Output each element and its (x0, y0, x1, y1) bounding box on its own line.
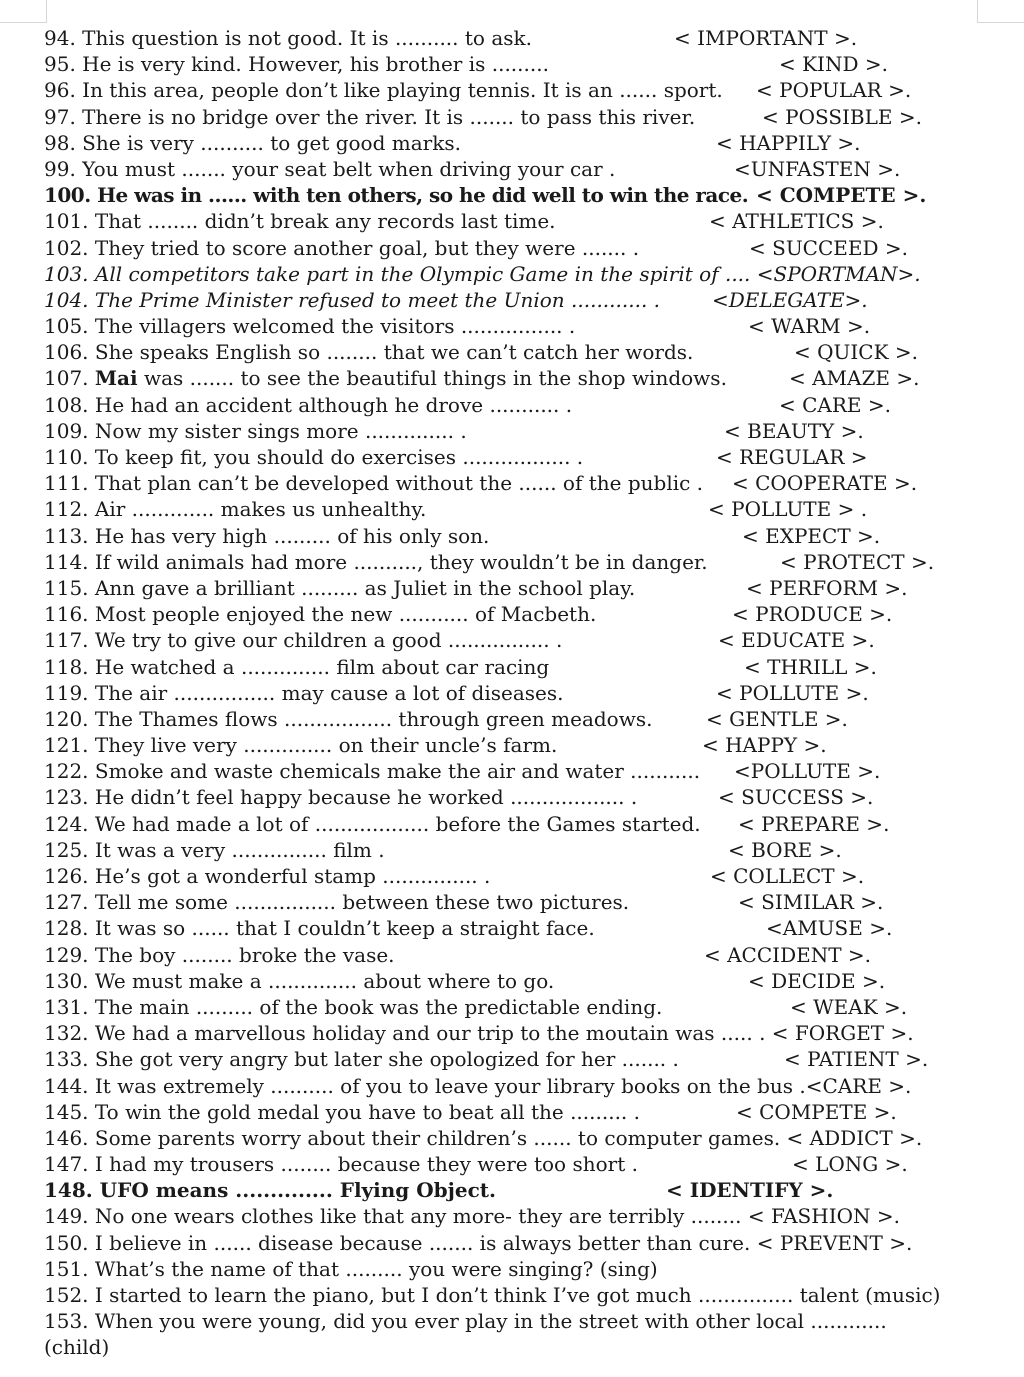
word-hint: < WARM >. (748, 314, 871, 339)
question-text: 109. Now my sister sings more .............. . (44, 418, 467, 443)
question-item (44, 313, 984, 339)
question-text: 153. When you were young, did you ever play in the street with other local ............ (44, 1309, 887, 1334)
question-text: 132. We had a marvellous holiday and our trip to the moutain was ..... . < FORGET >. (44, 1021, 914, 1046)
word-hint: <POLLUTE >. (734, 759, 881, 784)
question-text: 126. He’s got a wonderful stamp ............... . (44, 864, 491, 888)
question-item (44, 1282, 984, 1308)
question-item (44, 182, 984, 208)
word-hint: < REGULAR > (716, 445, 868, 469)
word-hint: < PROTECT >. (780, 549, 935, 574)
question-text: 122. Smoke and waste chemicals make the air and water ........... (44, 759, 701, 784)
question-text: 103. All competitors take part in the Olympic Game in the spirit of .... <SPORTMAN>. (44, 261, 921, 286)
question-item (44, 1230, 984, 1256)
question-item (44, 680, 984, 706)
question-item (44, 732, 984, 758)
question-item (44, 575, 984, 601)
question-text: 148. UFO means .............. Flying Object. (44, 1178, 497, 1203)
question-text: 120. The Thames flows ................. through green meadows. (44, 706, 653, 731)
question-text: 108. He had an accident although he drove ........... . (44, 392, 573, 417)
word-hint: < QUICK >. (794, 340, 918, 365)
question-item (44, 130, 984, 156)
word-hint: < COMPETE >. (736, 1099, 897, 1124)
question-item (44, 1046, 984, 1072)
word-hint: < ACCIDENT >. (704, 942, 872, 967)
question-text: 98. She is very .......... to get good marks. (44, 130, 461, 155)
word-hint: <UNFASTEN >. (734, 156, 901, 181)
word-hint: < CARE >. (779, 392, 891, 417)
question-item (44, 627, 984, 653)
question-text: 146. Some parents worry about their children’s ...... to computer games. < ADDICT >. (44, 1125, 923, 1150)
question-item (44, 365, 984, 391)
question-item (44, 784, 984, 810)
word-hint: < AMAZE >. (789, 366, 920, 391)
question-item (44, 549, 984, 575)
question-item (44, 915, 984, 941)
question-item (44, 261, 984, 287)
question-text: 104. The Prime Minister refused to meet the Union ............ . (44, 287, 661, 312)
word-hint: < IMPORTANT >. (674, 26, 858, 50)
question-item (44, 994, 984, 1020)
question-number: 107. (44, 366, 95, 391)
word-hint: < COLLECT >. (710, 864, 865, 888)
question-item (44, 1020, 984, 1046)
question-text: 118. He watched a .............. film about car racing (44, 654, 550, 679)
word-hint: < BORE >. (728, 837, 842, 862)
question-item (44, 1099, 984, 1125)
exercise-list (44, 25, 984, 1361)
question-item (44, 287, 984, 313)
question-item (44, 1203, 984, 1229)
question-text: 97. There is no bridge over the river. It is ....... to pass this river. (44, 104, 696, 129)
name-emphasis: Mai (94, 366, 138, 391)
question-item (44, 1256, 984, 1282)
question-text: 115. Ann gave a brilliant ......... as Juliet in the school play. (44, 575, 636, 600)
question-text: 125. It was a very ............... film . (44, 837, 385, 862)
question-item (44, 156, 984, 182)
question-text: (child) (44, 1335, 110, 1360)
question-text: 96. In this area, people don’t like playing tennis. It is an ...... sport. (44, 78, 723, 103)
word-hint: < IDENTIFY >. (666, 1178, 834, 1203)
word-hint: < SIMILAR >. (738, 890, 884, 915)
question-text: 100. He was in ...... with ten others, so he did well to win the race. (44, 183, 749, 208)
word-hint: < WEAK >. (790, 994, 908, 1019)
question-text: 114. If wild animals had more .........., they wouldn’t be in danger. (44, 549, 708, 574)
word-hint: < COMPETE >. (756, 183, 927, 208)
question-item (44, 706, 984, 732)
question-item (44, 758, 984, 784)
question-text: 116. Most people enjoyed the new ........... of Macbeth. (44, 602, 597, 627)
word-hint: < SUCCESS >. (718, 785, 874, 810)
word-hint: < THRILL >. (744, 654, 877, 679)
word-hint: < POPULAR >. (756, 78, 912, 103)
question-item (44, 1125, 984, 1151)
question-text: 147. I had my trousers ........ because they were too short . (44, 1152, 638, 1177)
question-item (44, 889, 984, 915)
word-hint: < LONG >. (792, 1152, 908, 1177)
word-hint: < EXPECT >. (742, 523, 881, 548)
word-hint: < POSSIBLE >. (762, 104, 922, 129)
question-text: 144. It was extremely .......... of you to leave your library books on the bus .<CARE >. (44, 1073, 912, 1098)
question-text: 101. That ........ didn’t break any records last time. (44, 209, 556, 234)
word-hint: < ATHLETICS >. (709, 209, 884, 234)
question-item (44, 1334, 984, 1360)
question-item (44, 25, 984, 51)
word-hint: < PRODUCE >. (732, 602, 893, 627)
question-text: 150. I believe in ...... disease because ....... is always better than cure. < PREVENT >. (44, 1230, 913, 1255)
question-text: 145. To win the gold medal you have to beat all the ......... . (44, 1099, 641, 1124)
question-item (44, 942, 984, 968)
word-hint: < POLLUTE >. (716, 680, 869, 705)
question-item (44, 418, 984, 444)
question-text: 112. Air ............. makes us unhealthy. (44, 497, 427, 522)
question-text: 94. This question is not good. It is .......... to ask. (44, 26, 532, 50)
page-corner-left (0, 0, 47, 23)
question-text: 119. The air ................ may cause a lot of diseases. (44, 680, 564, 705)
question-item (44, 1308, 984, 1334)
question-item (44, 392, 984, 418)
word-hint: < COOPERATE >. (732, 471, 918, 496)
question-item (44, 601, 984, 627)
question-text: 99. You must ....... your seat belt when driving your car . (44, 156, 616, 181)
question-body: was ....... to see the beautiful things in the shop windows. (137, 366, 727, 391)
word-hint: <AMUSE >. (766, 916, 893, 941)
question-item (44, 523, 984, 549)
question-item (44, 496, 984, 522)
question-item (44, 444, 984, 470)
question-text: 130. We must make a .............. about where to go. (44, 968, 555, 993)
word-hint: < HAPPY >. (702, 733, 827, 758)
question-text: 105. The villagers welcomed the visitors ................ . (44, 314, 576, 339)
question-text: 151. What’s the name of that ......... you were singing? (sing) (44, 1256, 658, 1281)
question-text: 111. That plan can’t be developed without the ...... of the public . (44, 471, 704, 496)
question-item (44, 654, 984, 680)
question-item (44, 863, 984, 889)
question-text: 149. No one wears clothes like that any more- they are terribly ........ < FASHION >. (44, 1204, 900, 1229)
question-text: 129. The boy ........ broke the vase. (44, 942, 395, 967)
question-text: 124. We had made a lot of .................. before the Games started. (44, 811, 701, 836)
question-item (44, 77, 984, 103)
question-text: 117. We try to give our children a good ................ . (44, 628, 563, 653)
word-hint: < HAPPILY >. (716, 130, 861, 155)
question-text: 128. It was so ...... that I couldn’t keep a straight face. (44, 916, 595, 941)
word-hint: < KIND >. (779, 52, 888, 77)
question-text: 102. They tried to score another goal, but they were ....... . (44, 235, 640, 260)
question-item (44, 837, 984, 863)
question-text: 127. Tell me some ................ between these two pictures. (44, 890, 630, 915)
word-hint: < GENTLE >. (706, 706, 848, 731)
word-hint: < DECIDE >. (748, 968, 886, 993)
page-corner-right (977, 0, 1024, 23)
word-hint: < PATIENT >. (784, 1047, 929, 1072)
word-hint: < EDUCATE >. (718, 628, 875, 653)
word-hint: <DELEGATE>. (712, 287, 868, 312)
question-item (44, 51, 984, 77)
question-item (44, 968, 984, 994)
question-text: 106. She speaks English so ........ that we can’t catch her words. (44, 340, 694, 365)
word-hint: < PREPARE >. (738, 811, 890, 836)
question-text: 121. They live very .............. on their uncle’s farm. (44, 733, 558, 758)
question-text: 113. He has very high ......... of his only son. (44, 523, 490, 548)
word-hint: < POLLUTE > . (708, 497, 868, 522)
question-item (44, 104, 984, 130)
question-text: 123. He didn’t feel happy because he worked .................. . (44, 785, 638, 810)
question-item (44, 235, 984, 261)
question-text: 133. She got very angry but later she opologized for her ....... . (44, 1047, 679, 1072)
question-text: 131. The main ......... of the book was the predictable ending. (44, 994, 663, 1019)
word-hint: < PERFORM >. (746, 575, 908, 600)
question-item (44, 1177, 984, 1203)
question-item (44, 1151, 984, 1177)
question-item (44, 1073, 984, 1099)
word-hint: < BEAUTY >. (724, 418, 864, 443)
question-item (44, 208, 984, 234)
question-text: 152. I started to learn the piano, but I don’t think I’ve got much ............... talent (music) (44, 1283, 941, 1307)
question-item (44, 339, 984, 365)
question-text (44, 365, 727, 391)
word-hint: < SUCCEED >. (749, 235, 908, 260)
question-item (44, 811, 984, 837)
question-text: 95. He is very kind. However, his brother is ......... (44, 52, 549, 77)
question-text: 110. To keep fit, you should do exercises ................. . (44, 445, 584, 469)
question-item (44, 470, 984, 496)
